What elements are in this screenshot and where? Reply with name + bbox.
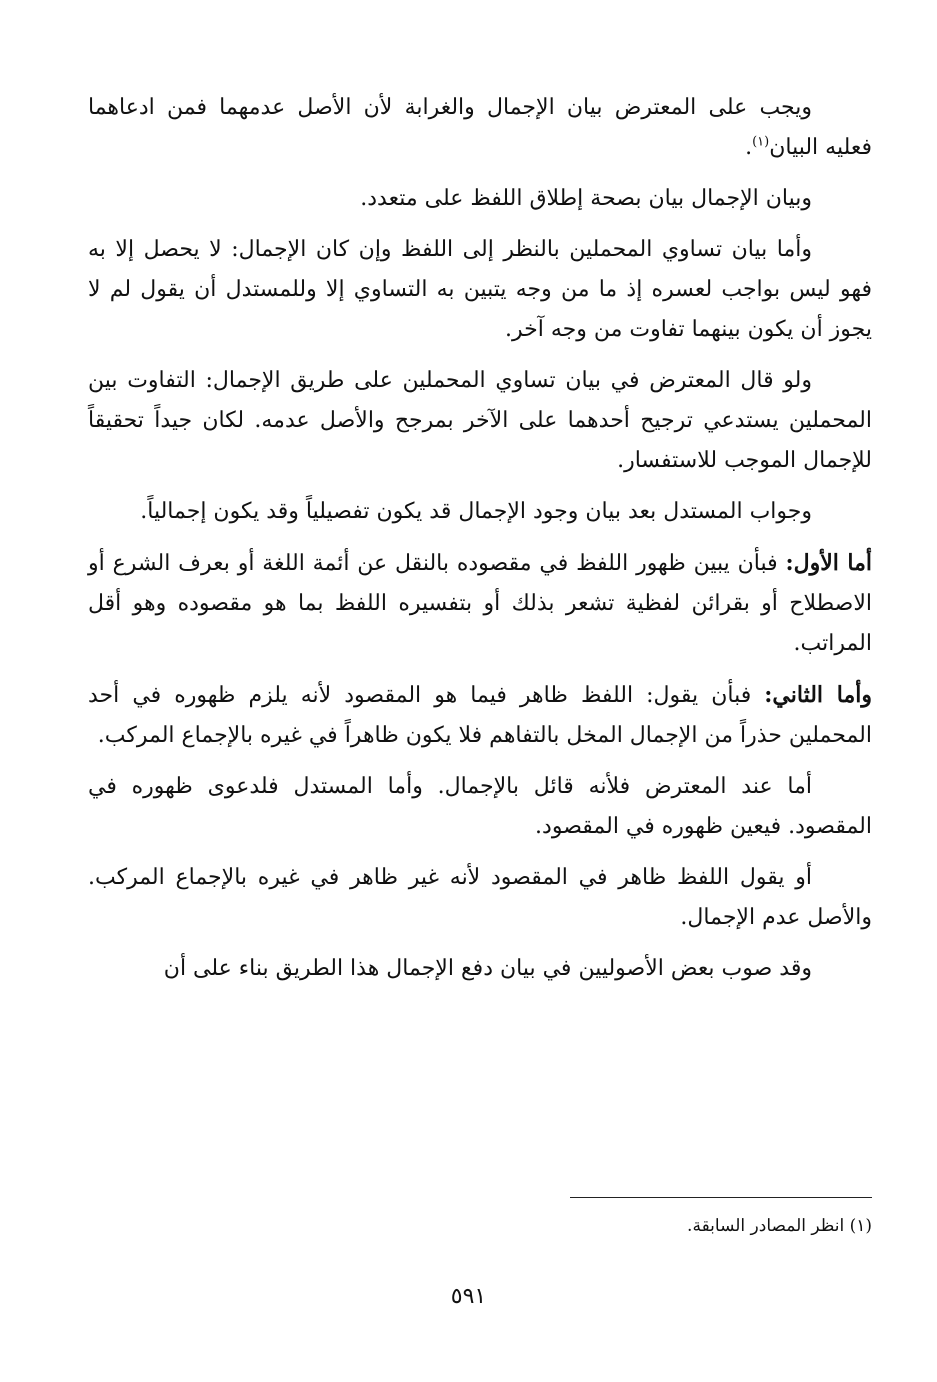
paragraph-9 <box>88 858 872 938</box>
paragraph-7 <box>88 675 872 756</box>
paragraph-text: ولو قال المعترض في بيان تساوي المحملين على طريق الإجمال: التفاوت بين المحملين يستدعي ترجيح أحدهما على الآخر بمرجح والأصل عدمه. لكان جيداً تحقيقاً للإجمال الموجب للاستفسار. <box>88 368 872 473</box>
paragraph-text: فبأن يبين ظهور اللفظ في مقصوده بالنقل عن أئمة اللغة أو بعرف الشرع أو الاصطلاح أو بقرائن لفظية تشعر بذلك أو بتفسيره اللفظ بما هو مقصوده وهو أقل المراتب. <box>88 551 873 656</box>
paragraph-text: فبأن يقول: اللفظ ظاهر فيما هو المقصود لأنه يلزم ظهوره في أحد المحملين حذراً من الإجمال المخل بالتفاهم فلا يكون ظاهراً في غيره بالإجماع المركب. <box>88 683 872 748</box>
paragraph-3 <box>88 230 872 350</box>
paragraph-lead: وأما الثاني: <box>764 682 872 708</box>
paragraph-text: وبيان الإجمال بيان بصحة إطلاق اللفظ على متعدد. <box>360 186 812 211</box>
footnote-text: انظر المصادر السابقة. <box>687 1216 845 1236</box>
paragraph-6 <box>88 543 872 664</box>
paragraph-text: أما عند المعترض فلأنه قائل بالإجمال. وأما المستدل فلدعوى ظهوره في المقصود. فيعين ظهوره في المقصود. <box>88 774 872 839</box>
paragraph-1 <box>88 88 872 168</box>
paragraph-4 <box>88 361 872 481</box>
footnote <box>88 1212 872 1240</box>
paragraph-tail: . <box>745 135 753 160</box>
page-body <box>88 88 872 1000</box>
paragraph-text: أو يقول اللفظ ظاهر في المقصود لأنه غير ظاهر في غيره بالإجماع المركب. والأصل عدم الإجمال. <box>88 865 872 930</box>
paragraph-5 <box>88 492 872 532</box>
paragraph-10 <box>88 949 872 989</box>
footnote-divider <box>570 1197 872 1198</box>
paragraph-lead: أما الأول: <box>785 550 872 576</box>
page-number: ٥٩١ <box>450 1284 487 1309</box>
footnote-reference[interactable]: (١) <box>752 134 770 150</box>
paragraph-text: وجواب المستدل بعد بيان وجود الإجمال قد يكون تفصيلياً وقد يكون إجمالياً. <box>140 499 812 524</box>
footnote-marker: (١) <box>849 1216 872 1236</box>
paragraph-text: ويجب على المعترض بيان الإجمال والغرابة لأن الأصل عدمهما فمن ادعاهما فعليه البيان <box>88 95 872 160</box>
paragraph-8 <box>88 767 872 847</box>
paragraph-text: وأما بيان تساوي المحملين بالنظر إلى اللفظ وإن كان الإجمال: لا يحصل إلا به فهو ليس بواجب لعسره إذ ما من وجه يتبين به التساوي إلا وللمستدل أن يقول لم لا يجوز أن يكون بينهما تفاوت من وجه آخر. <box>88 237 872 342</box>
paragraph-text: وقد صوب بعض الأصوليين في بيان دفع الإجمال هذا الطريق بناء على أن <box>163 956 812 981</box>
paragraph-2 <box>88 179 872 219</box>
